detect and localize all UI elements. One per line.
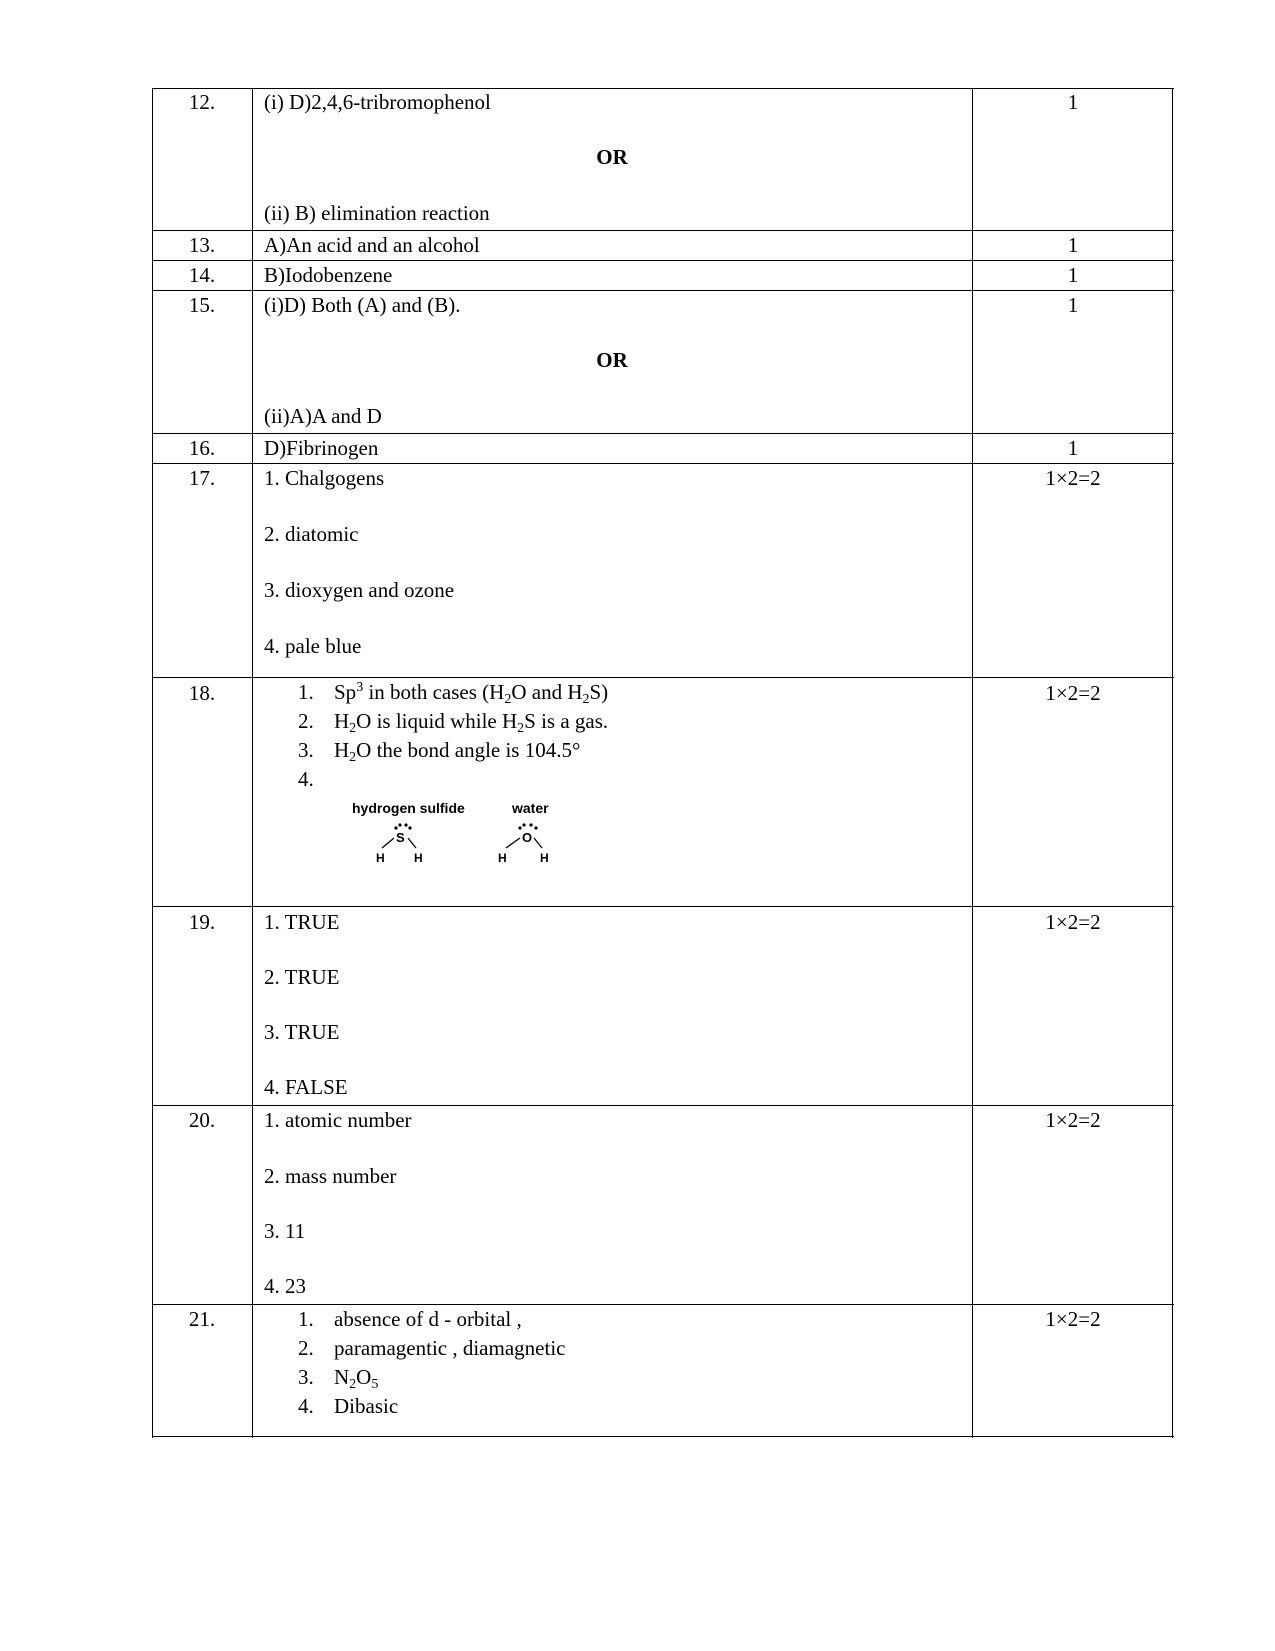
row-divider (152, 260, 1174, 261)
answer-item: 2. diatomic (264, 522, 359, 546)
answer-list (298, 1305, 565, 1421)
row-divider (152, 906, 1174, 907)
question-number: 13. (188, 233, 216, 257)
answer-item: 1. atomic number (264, 1108, 412, 1132)
question-number: 16. (188, 436, 216, 460)
marks: 1×2=2 (1045, 466, 1101, 490)
list-item: 2. paramagentic , diamagnetic (298, 1336, 566, 1360)
table-border-right (1172, 88, 1173, 1438)
hydrogen-atom: H (376, 851, 385, 865)
row-divider (152, 230, 1174, 231)
answer-item: 4. 23 (264, 1274, 306, 1298)
answer-item: 1. TRUE (264, 910, 340, 934)
list-item: 3. $N_2O_5$ (298, 1365, 379, 1392)
row-divider (152, 290, 1174, 291)
question-number: 21. (188, 1307, 216, 1331)
hydrogen-sulfide-structure (376, 823, 423, 865)
table-border-left (152, 88, 153, 1438)
oxygen-atom: O (522, 830, 533, 845)
row-divider (152, 463, 1174, 464)
answer-item: 3. TRUE (264, 1020, 340, 1044)
answer-item: 2. mass number (264, 1164, 397, 1188)
marks: 1 (1067, 263, 1079, 287)
sulfur-atom: S (396, 830, 405, 845)
row-divider (152, 1105, 1174, 1106)
marks: 1 (1067, 436, 1079, 460)
marks: 1 (1067, 90, 1079, 114)
marks: 1 (1067, 293, 1079, 317)
answer-item: 4. pale blue (264, 634, 362, 658)
list-item: 4. (298, 767, 314, 791)
answer-item: 1. Chalgogens (264, 466, 385, 490)
lewis-structure-diagram (352, 818, 582, 880)
marks: 1×2=2 (1045, 1307, 1101, 1331)
table-border-bottom (152, 1436, 1174, 1437)
list-item: 1. Sp$^3$ in both cases ($H_2O$ and $H_2S$) (298, 680, 609, 707)
marks: 1×2=2 (1045, 1108, 1101, 1132)
marks: 1×2=2 (1045, 681, 1101, 705)
question-number: 19. (188, 910, 216, 934)
column-divider (972, 88, 973, 1438)
question-number: 12. (188, 90, 216, 114)
question-number: 20. (188, 1108, 216, 1132)
figure-label-hydrogen-sulfide: hydrogen sulfide (352, 800, 465, 816)
list-item: 1. absence of d - orbital , (298, 1307, 522, 1331)
answer-item: 3. 11 (264, 1219, 306, 1243)
hydrogen-atom: H (414, 851, 423, 865)
or-separator: OR (596, 145, 628, 169)
list-item: 2. $H_2O$ is liquid while $H_2S$ is a gas. (298, 709, 609, 736)
answer-option-ii: (ii) B) elimination reaction (264, 201, 490, 225)
answer-text: D)Fibrinogen (264, 436, 379, 460)
answer-text: B)Iodobenzene (264, 263, 393, 287)
answer-item: 4. FALSE (264, 1075, 348, 1099)
question-number: 17. (188, 466, 216, 490)
list-item: 3. $H_2O$ the bond angle is 104.5° (298, 738, 581, 765)
answer-key-table (152, 88, 1174, 1438)
list-item: 4. Dibasic (298, 1394, 399, 1418)
question-number: 18. (188, 681, 216, 705)
row-divider (152, 433, 1174, 434)
marks: 1×2=2 (1045, 910, 1101, 934)
answer-item: 2. TRUE (264, 965, 340, 989)
hydrogen-atom: H (498, 851, 507, 865)
answer-option-i: (i) D)2,4,6-tribromophenol (264, 90, 491, 114)
table-border-top (152, 88, 1174, 89)
hydrogen-atom: H (540, 851, 549, 865)
answer-option-ii: (ii)A)A and D (264, 404, 382, 428)
figure-label-water: water (512, 800, 549, 816)
answer-text: A)An acid and an alcohol (264, 233, 480, 257)
answer-item: 3. dioxygen and ozone (264, 578, 455, 602)
question-number: 15. (188, 293, 216, 317)
answer-list (298, 678, 608, 794)
question-number: 14. (188, 263, 216, 287)
marks: 1 (1067, 233, 1079, 257)
water-structure (498, 823, 549, 865)
column-divider (252, 88, 253, 1438)
or-separator: OR (596, 348, 628, 372)
answer-option-i: (i)D) Both (A) and (B). (264, 293, 461, 317)
lewis-structures-figure (352, 800, 582, 880)
